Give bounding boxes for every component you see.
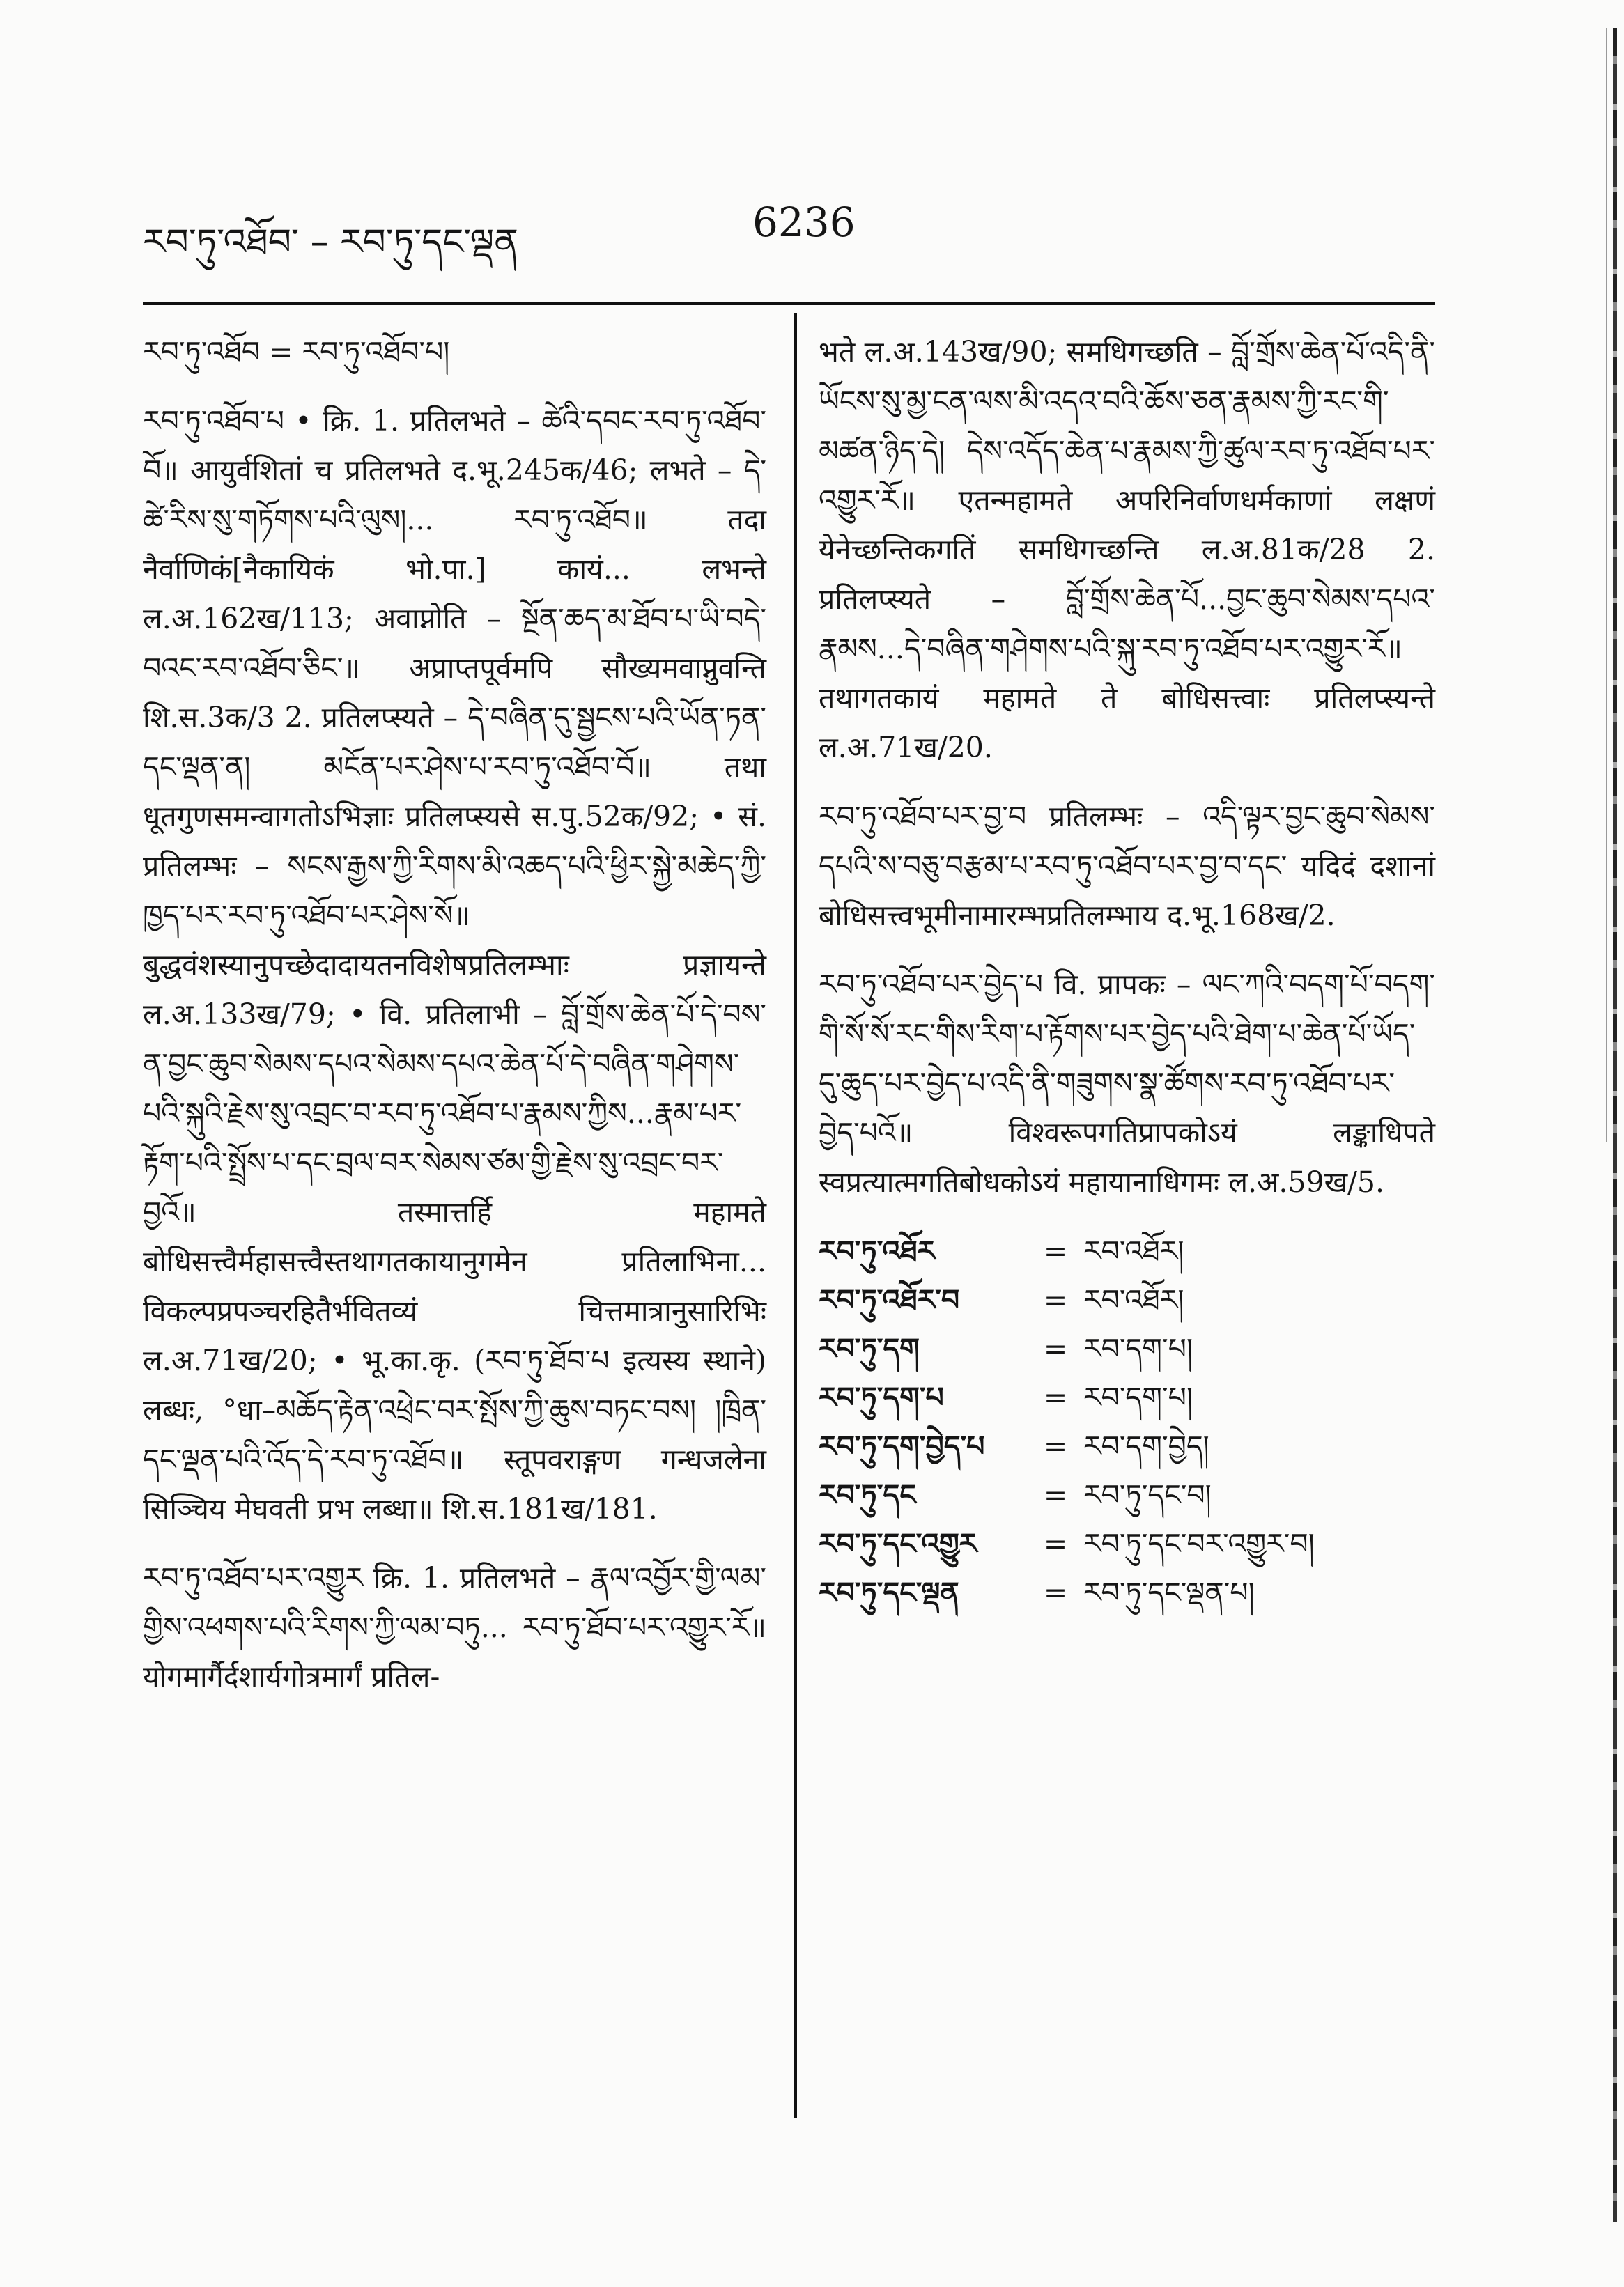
dictionary-entry: རབ་ཏུ་འཐོབ་པར་བྱ་བ प्रतिलम्भः – འདི་ལྟར་བྱང་ཆུབ་སེམས་དཔའི་ས་བཅུ་བརྩམ་པ་རབ་ཏུ་འཐོབ་པར་བྱ་བ་དང་ यदिदं दशानां बोधिसत्त्वभूमीनामारम्भप्रतिलम्भाय द.भू.168ख/2. [819,800,1435,932]
xref-target: རབ་འཐོར། [1083,1282,1184,1317]
right-column [819,327,1435,1617]
xref-equals: = [1043,1575,1068,1609]
xref-target: རབ་ཏུ་དང་བར་འགྱུར་བ། [1083,1526,1315,1560]
xref-target: རབ་དག་བྱེད། [1083,1429,1209,1463]
xref-term: རབ་ཏུ་དང [819,1478,916,1512]
column-divider [794,313,797,2118]
dictionary-entry: རབ་ཏུ་འཐོབ་པ • क्रि. 1. प्रतिलभते – ཚེའི་དབང་རབ་ཏུ་འཐོབ་བོ॥ आयुर्वशितां च प्रतिलभते द.भू.245क/46; लभते – དེ་ཚེ་རིས་སུ་གཏོགས་པའི་ལུས།... རབ་ཏུ་འཐོབ॥ तदा नैर्वाणिकं[नैकायिकं भो.पा.] कायं... लभन्ते ल.अ.162ख/113; अवाप्नोति – སྔོན་ཆད་མ་ཐོབ་པ་ཡི་བདེ་བའང་རབ་འཐོབ་ཅིང་॥ अप्राप्तपूर्वमपि सौख्यमवाप्नुवन्ति शि.स.3क/3 2. प्रतिलप्स्यते – དེ་བཞིན་དུ་སྦྱངས་པའི་ཡོན་ཏན་དང་ལྡན་ན། མངོན་པར་ཤེས་པ་རབ་ཏུ་འཐོབ་བོ॥ तथा धूतगुणसमन्वागतोऽभिज्ञाः प्रतिलप्स्यसे स.पु.52क/92; • सं. प्रतिलम्भः – སངས་རྒྱས་ཀྱི་རིགས་མི་འཆད་པའི་ཕྱིར་སྐྱེ་མཆེད་ཀྱི་ཁྱད་པར་རབ་ཏུ་འཐོབ་པར་ཤེས་སོ॥ बुद्धवंशस्यानुपच्छेदादायतनविशेषप्रतिलम्भाः प्रज्ञायन्ते ल.अ.133ख/79; • वि. प्रतिलाभी – བློ་གྲོས་ཆེན་པོ་དེ་བས་ན་བྱང་ཆུབ་སེམས་དཔའ་སེམས་དཔའ་ཆེན་པོ་དེ་བཞིན་གཤེགས་པའི་སྐུའི་རྗེས་སུ་འབྲང་བ་རབ་ཏུ་འཐོབ་པ་རྣམས་ཀྱིས...རྣམ་པར་རྟོག་པའི་སྤྲོས་པ་དང་བྲལ་བར་སེམས་ཙམ་གྱི་རྗེས་སུ་འབྲང་བར་བྱའོ॥ तस्मात्तर्हि महामते बोधिसत्त्वैर्महासत्त्वैस्तथागतकायानुगमेन प्रतिलाभिना... विकल्पप्रपञ्चरहितैर्भवितव्यं चित्तमात्रानुसारिभिः ल.अ.71ख/20; • भू.का.कृ. (རབ་ཏུ་ཐོབ་པ इत्यस्य स्थाने) लब्धः, °धा–མཆོད་རྟེན་འཕྲེང་བར་སྤོས་ཀྱི་ཆུས་བཏང་བས། །ཁྲིན་དང་ལྡན་པའི་འོད་དེ་རབ་ཏུ་འཐོབ॥ स्तूपवराङ्गण गन्धजलेना सिञ्चिय मेघवती प्रभ लब्धा॥ शि.स.181ख/181. [143,404,766,1526]
running-header: རབ་ཏུ་འཐོབ་ – རབ་ཏུ་དང་ལྡན [143,222,518,263]
scan-edge-line [1606,28,1607,1142]
xref-equals: = [1043,1380,1068,1414]
dictionary-entry: རབ་ཏུ་འཐོབ = རབ་ཏུ་འཐོབ་པ། [143,335,450,369]
xref-equals: = [1043,1234,1068,1268]
cross-reference [819,1568,1435,1617]
cross-reference [819,1471,1435,1519]
xref-target: རབ་ཏུ་དང་བ། [1083,1478,1212,1512]
page-number: 6236 [752,199,856,246]
xref-target: རབ་དག་པ། [1083,1380,1193,1414]
xref-target: རབ་ཏུ་དང་ལྡན་པ། [1083,1575,1255,1609]
xref-equals: = [1043,1526,1068,1560]
left-column [143,327,766,1721]
xref-term: རབ་ཏུ་དག [819,1331,920,1365]
cross-reference [819,1324,1435,1373]
xref-term: རབ་ཏུ་འཐོར་བ [819,1282,960,1317]
cross-reference [819,1276,1435,1324]
xref-equals: = [1043,1478,1068,1512]
dictionary-entry: རབ་ཏུ་འཐོབ་པར་བྱེད་པ वि. प्रापकः – ལང་ཀའི་བདག་པོ་བདག་གི་སོ་སོ་རང་གིས་རིག་པ་རྟོགས་པར་བྱེད་པའི་ཐེག་པ་ཆེན་པོ་ཡོད་དུ་ཆུད་པར་བྱེད་པ་འདི་ནི་གཟུགས་སྣ་ཚོགས་རབ་ཏུ་འཐོབ་པར་བྱེད་པའོ॥ विश्वरूपगतिप्रापकोऽयं लङ्काधिपते स्वप्रत्यात्मगतिबोधकोऽयं महायानाधिगमः ल.अ.59ख/5. [819,968,1435,1199]
header-rule [143,302,1435,305]
dictionary-entry: भते ल.अ.143ख/90; समधिगच्छति – བློ་གྲོས་ཆེན་པོ་འདི་ནི་ཡོངས་སུ་མྱ་ངན་ལས་མི་འདའ་བའི་ཆོས་ཅན་རྣམས་ཀྱི་རང་གི་མཚན་ཉིད་དེ། དེས་འདོད་ཆེན་པ་རྣམས་ཀྱི་ཚུལ་རབ་ཏུ་འཐོབ་པར་འགྱུར་རོ॥ एतन्महामते अपरिनिर्वाणधर्मकाणां लक्षणं येनेच्छन्तिकगतिं समधिगच्छन्ति ल.अ.81क/28 2. प्रतिलप्स्यते – བློ་གྲོས་ཆེན་པོ...བྱང་ཆུབ་སེམས་དཔའ་རྣམས...དེ་བཞིན་གཤེགས་པའི་སྐུ་རབ་ཏུ་འཐོབ་པར་འགྱུར་རོ॥ तथागतकायं महामते ते बोधिसत्त्वाः प्रतिलप्स्यन्ते ल.अ.71ख/20. [819,335,1435,764]
xref-term: རབ་ཏུ་དང་འགྱུར [819,1526,977,1560]
cross-reference [819,1227,1435,1276]
xref-term: རབ་ཏུ་དག་པ [819,1380,944,1414]
xref-equals: = [1043,1282,1068,1317]
xref-target: རབ་འཐོར། [1083,1234,1184,1268]
dictionary-entry: རབ་ཏུ་འཐོབ་པར་འགྱུར क्रि. 1. प्रतिलभते – རྣལ་འབྱོར་གྱི་ལམ་གྱིས་འཕགས་པའི་རིགས་ཀྱི་ལམ་བཏུ... རབ་ཏུ་ཐོབ་པར་འགྱུར་རོ॥ योगमार्गैर्दशार्यगोत्रमार्गं प्रतिल- [143,1561,766,1693]
cross-reference [819,1373,1435,1422]
xref-term: རབ་ཏུ་འཐོར [819,1234,936,1268]
cross-reference-list [819,1227,1435,1617]
cross-reference [819,1519,1435,1568]
cross-reference [819,1422,1435,1471]
scan-edge [1613,28,1617,2222]
xref-term: རབ་ཏུ་དང་ལྡན [819,1575,959,1609]
xref-equals: = [1043,1331,1068,1365]
xref-term: རབ་ཏུ་དག་བྱེད་པ [819,1429,985,1463]
xref-equals: = [1043,1429,1068,1463]
xref-target: རབ་དག་པ། [1083,1331,1193,1365]
